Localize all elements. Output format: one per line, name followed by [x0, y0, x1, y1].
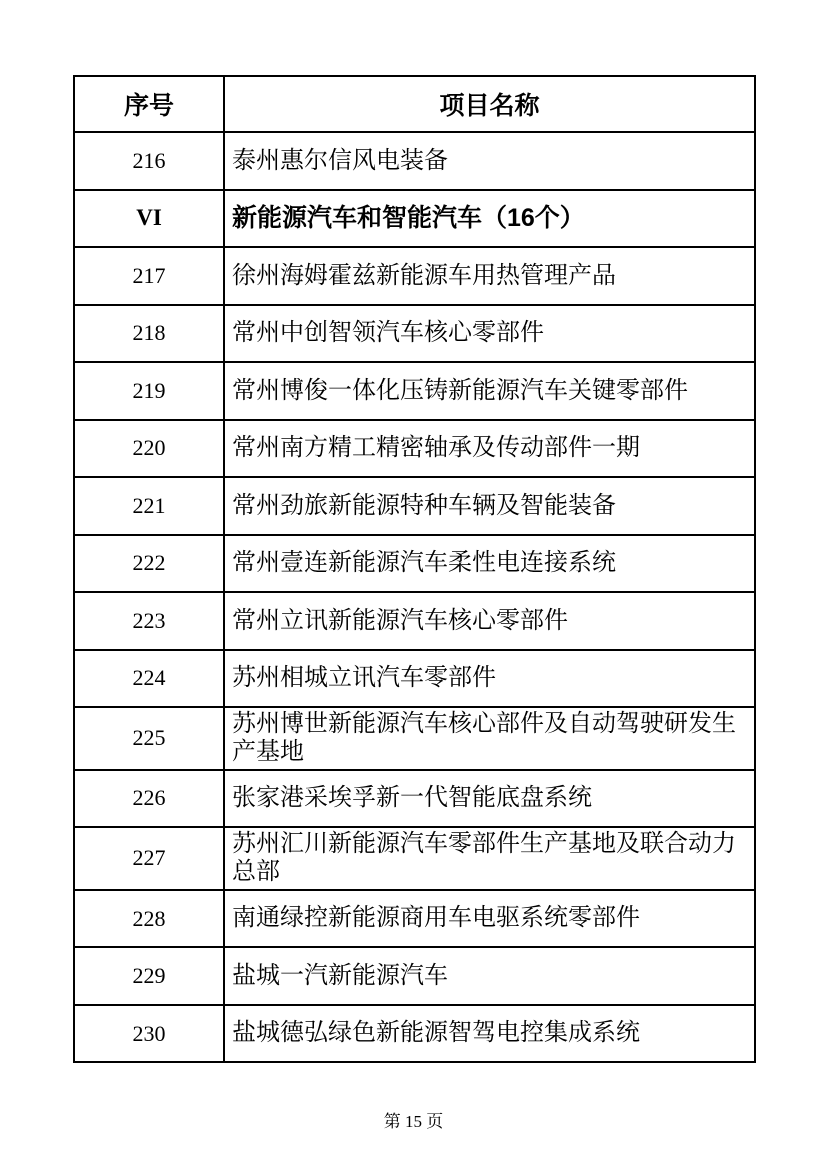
project-name-cell: 泰州惠尔信风电装备 — [224, 132, 755, 190]
project-name-cell: 苏州博世新能源汽车核心部件及自动驾驶研发生产基地 — [224, 707, 755, 770]
row-number-cell: 219 — [74, 362, 224, 420]
row-number-cell: 227 — [74, 827, 224, 890]
header-name: 项目名称 — [224, 76, 755, 132]
section-header-row — [74, 190, 755, 248]
project-name-cell: 盐城德弘绿色新能源智驾电控集成系统 — [224, 1005, 755, 1063]
project-name-cell: 苏州相城立讯汽车零部件 — [224, 650, 755, 708]
project-name-cell: 徐州海姆霍兹新能源车用热管理产品 — [224, 247, 755, 305]
row-number-cell: 220 — [74, 420, 224, 478]
project-name-cell: 常州博俊一体化压铸新能源汽车关键零部件 — [224, 362, 755, 420]
table-row — [74, 477, 755, 535]
table-row — [74, 420, 755, 478]
table-row — [74, 770, 755, 828]
row-number-cell: 221 — [74, 477, 224, 535]
row-number-cell: 222 — [74, 535, 224, 593]
row-number-cell: 229 — [74, 947, 224, 1005]
table-row — [74, 247, 755, 305]
table-row — [74, 132, 755, 190]
section-number-cell: VI — [74, 190, 224, 248]
row-number-cell: 225 — [74, 707, 224, 770]
table-row — [74, 535, 755, 593]
table-row — [74, 890, 755, 948]
project-name-cell: 常州壹连新能源汽车柔性电连接系统 — [224, 535, 755, 593]
table-row — [74, 650, 755, 708]
project-table — [73, 75, 756, 1063]
project-name-cell: 常州立讯新能源汽车核心零部件 — [224, 592, 755, 650]
row-number-cell: 223 — [74, 592, 224, 650]
section-title-cell: 新能源汽车和智能汽车（16个） — [224, 190, 755, 248]
row-number-cell: 226 — [74, 770, 224, 828]
table-row — [74, 947, 755, 1005]
table-header-row — [74, 76, 755, 132]
row-number-cell: 216 — [74, 132, 224, 190]
project-name-cell: 张家港采埃孚新一代智能底盘系统 — [224, 770, 755, 828]
header-no: 序号 — [74, 76, 224, 132]
project-name-cell: 常州南方精工精密轴承及传动部件一期 — [224, 420, 755, 478]
row-number-cell: 218 — [74, 305, 224, 363]
project-name-cell: 盐城一汽新能源汽车 — [224, 947, 755, 1005]
project-name-cell: 南通绿控新能源商用车电驱系统零部件 — [224, 890, 755, 948]
table-row — [74, 1005, 755, 1063]
table-row — [74, 305, 755, 363]
project-name-cell: 苏州汇川新能源汽车零部件生产基地及联合动力总部 — [224, 827, 755, 890]
row-number-cell: 230 — [74, 1005, 224, 1063]
table-row — [74, 707, 755, 770]
row-number-cell: 228 — [74, 890, 224, 948]
page-number: 第 15 页 — [383, 1112, 444, 1131]
project-name-cell: 常州中创智领汽车核心零部件 — [224, 305, 755, 363]
table-row — [74, 362, 755, 420]
table-row — [74, 592, 755, 650]
project-name-cell: 常州劲旅新能源特种车辆及智能装备 — [224, 477, 755, 535]
table-row — [74, 827, 755, 890]
row-number-cell: 217 — [74, 247, 224, 305]
row-number-cell: 224 — [74, 650, 224, 708]
